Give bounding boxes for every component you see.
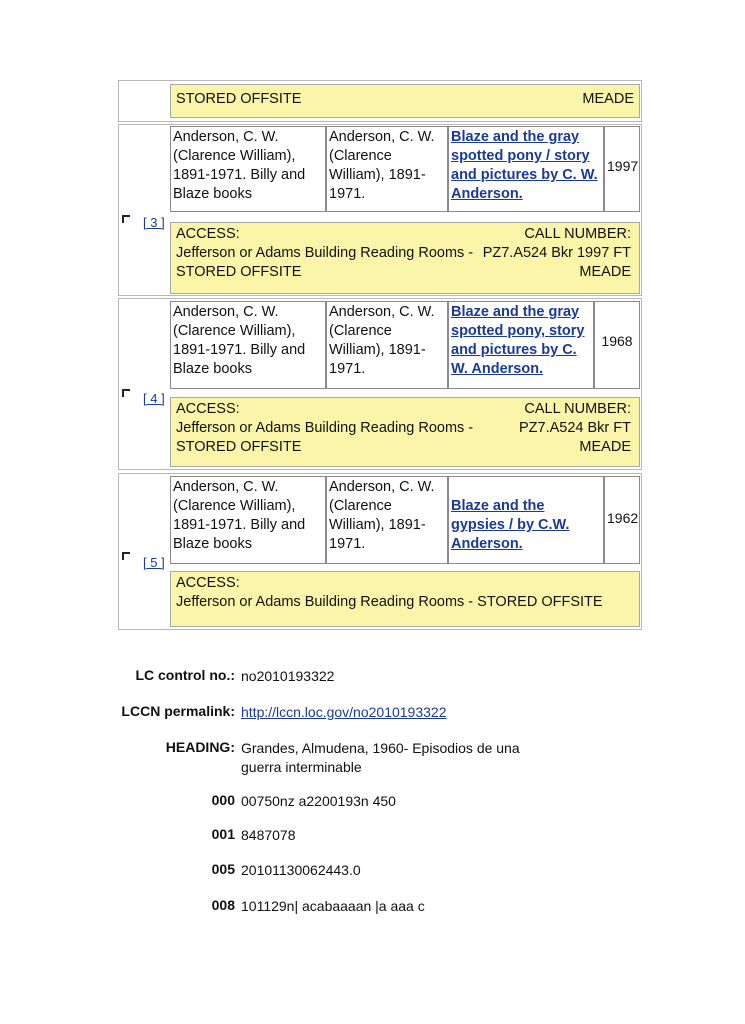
title-link-4[interactable]: Blaze and the gray spotted pony, story and pictures by C. W. Anderson.: [451, 304, 585, 377]
field-value-005: 20101130062443.0: [241, 862, 361, 878]
access-label-4: ACCESS:: [176, 401, 240, 417]
access-block-4: [176, 400, 481, 457]
year-cell-4: [594, 301, 640, 389]
holdings-bar-4: [170, 397, 640, 467]
location-3: MEADE: [579, 264, 631, 280]
access-value-4: Jefferson or Adams Building Reading Rooms - STORED OFFSITE: [176, 420, 474, 455]
field-value-000: 00750nz a2200193n 450: [241, 793, 396, 809]
call-label-3: CALL NUMBER:: [524, 226, 631, 242]
field-value-001: 8487078: [241, 827, 296, 843]
call-value-4: PZ7.A524 Bkr FT: [518, 420, 631, 436]
year-text-3: 1997: [607, 158, 639, 174]
field-tag-008: 008: [211, 897, 235, 913]
field-tag-000: 000: [211, 792, 235, 808]
stored-offsite-text: STORED OFFSITE: [176, 91, 302, 107]
holdings-bar-3: [170, 222, 640, 294]
name-heading-cell-5: Anderson, C. W. (Clarence William), 1891-1971. Billy and Blaze books: [170, 476, 326, 564]
result-index-4[interactable]: [ 4 ]: [143, 391, 165, 406]
author-cell-3: Anderson, C. W. (Clarence William), 1891-1971.: [326, 126, 448, 212]
title-link-5[interactable]: Blaze and the gypsies / by C.W. Anderson.: [451, 498, 570, 552]
field-tag-001: 001: [211, 826, 235, 842]
title-cell-4: [448, 301, 594, 389]
year-cell-3: [604, 126, 640, 212]
permalink-link[interactable]: http://lccn.loc.gov/no2010193322: [241, 704, 447, 720]
author-cell-5: Anderson, C. W. (Clarence William), 1891-1971.: [326, 476, 448, 564]
year-text-5: 1962: [607, 510, 639, 526]
result-index-3[interactable]: [ 3 ]: [143, 215, 165, 230]
result-index-5[interactable]: [ 5 ]: [143, 555, 165, 570]
location-text: MEADE: [582, 91, 634, 107]
location-4: MEADE: [579, 439, 631, 455]
year-text-4: 1968: [601, 333, 633, 349]
title-cell-5: [448, 476, 604, 564]
access-value-5: Jefferson or Adams Building Reading Rooms - STORED OFFSITE: [176, 594, 603, 610]
call-block-3: [461, 225, 631, 282]
name-heading-cell-3: Anderson, C. W. (Clarence William), 1891-1971. Billy and Blaze books: [170, 126, 326, 212]
holdings-bar-partial: [170, 84, 640, 118]
access-label-3: ACCESS:: [176, 226, 240, 242]
access-label-5: ACCESS:: [176, 575, 240, 591]
call-block-4: [461, 400, 631, 457]
holdings-bar-5: [170, 571, 640, 627]
access-block-3: [176, 225, 481, 282]
author-cell-4: Anderson, C. W. (Clarence William), 1891-1971.: [326, 301, 448, 389]
name-heading-cell-4: Anderson, C. W. (Clarence William), 1891-1971. Billy and Blaze books: [170, 301, 326, 389]
select-checkbox-5[interactable]: [122, 552, 130, 560]
field-value-008: 101129n| acabaaaan |a aaa c: [241, 898, 425, 914]
lc-control-value: no2010193322: [241, 668, 335, 684]
heading-label: HEADING:: [165, 739, 235, 755]
select-checkbox-3[interactable]: [122, 215, 130, 223]
permalink-label: LCCN permalink:: [121, 703, 235, 719]
title-link-3[interactable]: Blaze and the gray spotted pony / story and pictures by C. W. Anderson.: [451, 129, 598, 202]
call-label-4: CALL NUMBER:: [524, 401, 631, 417]
call-value-3: PZ7.A524 Bkr 1997 FT: [482, 245, 631, 261]
field-tag-005: 005: [211, 861, 235, 877]
year-cell-5: [604, 476, 640, 564]
heading-value: Grandes, Almudena, 1960- Episodios de una guerra interminable: [241, 740, 520, 775]
select-checkbox-4[interactable]: [122, 389, 130, 397]
lc-control-label: LC control no.:: [135, 667, 235, 683]
title-cell-3: [448, 126, 604, 212]
access-value-3: Jefferson or Adams Building Reading Rooms - STORED OFFSITE: [176, 245, 474, 280]
permalink-value: [241, 703, 601, 722]
